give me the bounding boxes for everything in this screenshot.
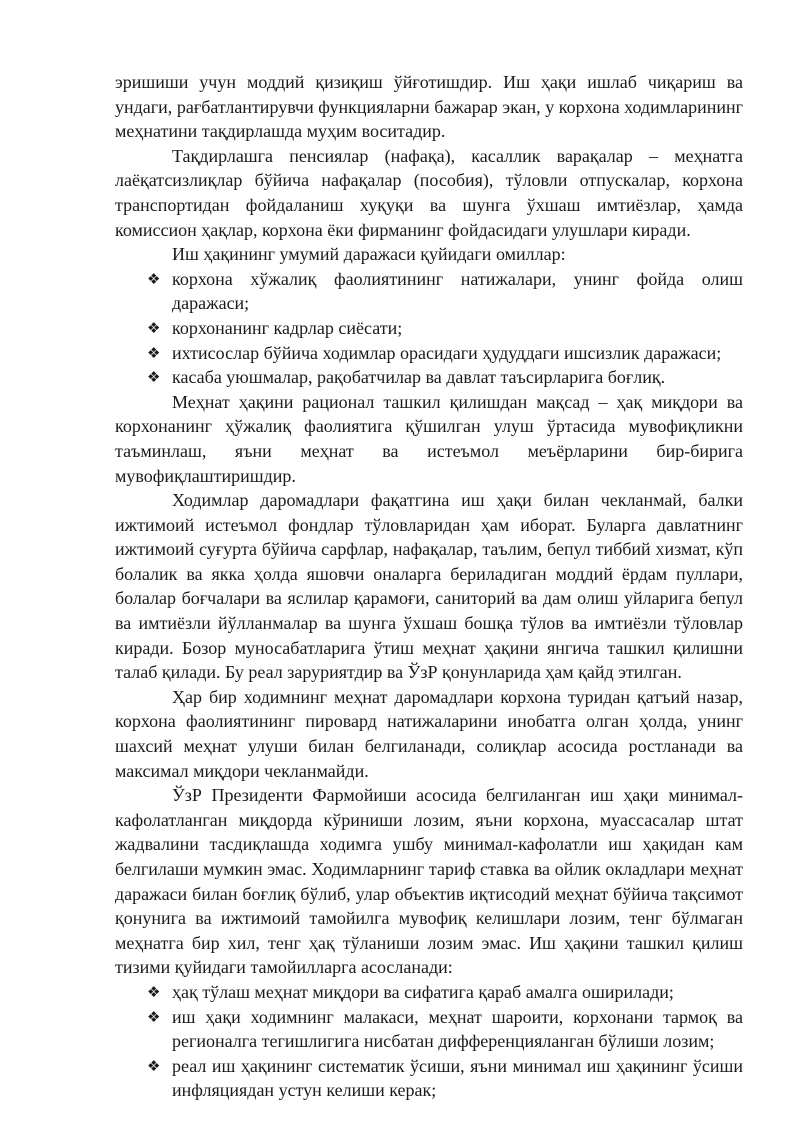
paragraph: Иш ҳақининг умумий даражаси қуйидаги омиллар: [172,244,566,265]
document-page [115,70,743,1103]
list-item [115,365,743,390]
list-item [115,267,743,316]
bullet-list-principles [115,980,743,1103]
list-item [115,980,743,1005]
list-item [115,316,743,341]
list-item-text: касаба уюшмалар, рақобатчилар ва давлат таъсирларига боғлиқ. [172,367,666,388]
bullet-list-factors [115,267,743,390]
diamond-bullet-icon: ❖ [147,982,161,1001]
list-item-text: корхонанинг кадрлар сиёсати; [172,317,403,338]
list-item-text: реал иш ҳақининг систематик ўсиши, яъни минимал иш ҳақининг ўсиши инфляциядан устун келиши керак; [172,1055,743,1101]
diamond-bullet-icon: ❖ [147,1007,161,1026]
list-item [115,1005,743,1054]
diamond-bullet-icon: ❖ [147,368,161,387]
list-item-text: ҳақ тўлаш меҳнат миқдори ва сифатига қараб амалга оширилади; [172,981,674,1002]
list-item [115,1054,743,1103]
paragraph: Тақдирлашга пенсиялар (нафақа), касаллик варақалар – меҳнатга лаёқатсизлиқлар бўйича нафақалар (пособия), тўловли отпускалар, корхона транспортидан фойдаланиш хуқуқи ва шунга ўхшаш имтиёзлар, ҳамда комиссион ҳақлар, корхона ёки фирманинг фойдасидаги улушлари киради. [115,145,743,240]
list-item-text: иш ҳақи ходимнинг малакаси, меҳнат шароити, корхонани тармоқ ва регионалга тегишлигига нисбатан дифференцияланган бўлиши лозим; [172,1006,743,1052]
list-item [115,341,743,366]
diamond-bullet-icon: ❖ [147,343,161,362]
paragraph: Меҳнат ҳақини рационал ташкил қилишдан мақсад – ҳақ миқдори ва корхонанинг ҳўжалиқ фаолиятига қўшилган улуш ўртасида мувофиқликни таъминлаш, яъни меҳнат ва истеъмол меъёрларини бир-бирига мувофиқлаштиришдир. [115,391,743,486]
diamond-bullet-icon: ❖ [147,318,161,337]
diamond-bullet-icon: ❖ [147,269,161,288]
list-item-text: корхона хўжалиқ фаолиятининг натижалари, унинг фойда олиш даражаси; [172,268,743,314]
paragraph: Ходимлар даромадлари фақатгина иш ҳақи билан чекланмай, балки ижтимоий истеъмол фондлар тўловларидан ҳам иборат. Буларга давлатнинг ижтимоий суғурта бўйича сарфлар, нафақалар, таълим, бепул тиббий хизмат, кўп болалик ва якка ҳолда яшовчи оналарга бериладиган моддий ёрдам пуллари, болалар боғчалари ва яслилар қарамоғи, саниторий ва дам олиш уйларига бепул ва имтиёзли йўлланмалар ва шунга ўхшаш бошқа тўлов ва имтиёзли тўловлар киради. Бозор муносабатларига ўтиш меҳнат ҳақини янгича ташкил қилишни талаб қилади. Бу реал заруриятдир ва ЎзР қонунларида ҳам қайд этилган. [115,490,743,683]
paragraph: Ҳар бир ходимнинг меҳнат даромадлари корхона туридан қатъий назар, корхона фаолиятининг пировард натижаларини инобатга олган ҳолда, унинг шахсий меҳнат улуши билан белгиланади, солиқлар асосида ростланади ва максимал миқдори чекланмайди. [115,686,743,781]
paragraph: эришиши учун моддий қизиқиш ўйғотишдир. Иш ҳақи ишлаб чиқариш ва ундаги, рағбатлантирувчи функцияларни бажарар экан, у корхона ходимларининг меҳнатини тақдирлашда муҳим воситадир. [115,72,743,142]
paragraph: ЎзР Президенти Фармойиши асосида белгиланган иш ҳақи минимал-кафолатланган миқдорда кўриниши лозим, яъни корхона, муассасалар штат жадвалини тасдиқлашда ходимга ушбу минимал-кафолатли иш ҳақидан кам белгилаши мумкин эмас. Ходимларнинг тариф ставка ва ойлик окладлари меҳнат даражаси билан боғлиқ бўлиб, улар объектив иқтисодий меҳнат бўйича тақсимот қонунига ва ижтимоий тамойилга мувофиқ келишлари лозим, тенг бўлмаган меҳнатга бир хил, тенг ҳақ тўланиши лозим эмас. Иш ҳақини ташкил қилиш тизими қуйидаги тамойилларга асосланади: [115,785,743,978]
list-item-text: ихтисослар бўйича ходимлар орасидаги ҳудуддаги ишсизлик даражаси; [172,342,722,363]
diamond-bullet-icon: ❖ [147,1056,161,1075]
